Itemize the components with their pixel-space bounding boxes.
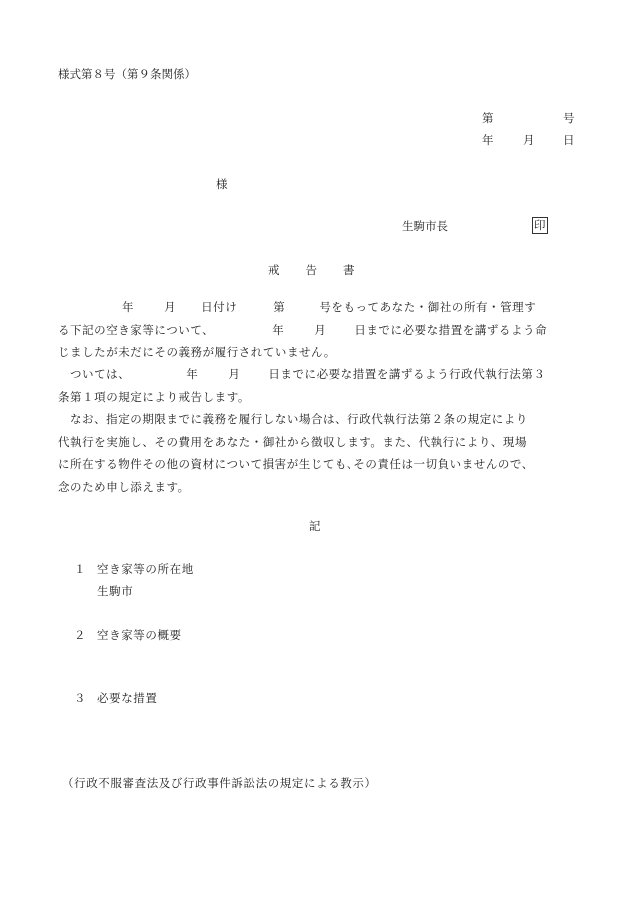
issuer-seal bbox=[532, 217, 548, 234]
dated-label: 日付け bbox=[201, 300, 238, 314]
paragraph-enforcement-notice bbox=[58, 408, 578, 498]
document-title: 戒 告 書 bbox=[268, 263, 356, 277]
item-number: ３ bbox=[74, 691, 86, 705]
item-value: 生駒市 bbox=[97, 584, 134, 598]
paragraph-text: ついては、 bbox=[70, 367, 131, 381]
blank-year-label: 年 bbox=[122, 300, 135, 314]
paragraph-line: じましたが未だにその義務が履行されていません。 bbox=[58, 345, 336, 359]
appeal-notice-heading: （行政不服審査法及び行政事件訴訟法の規定による教示） bbox=[62, 776, 377, 790]
paragraph-warning bbox=[58, 363, 578, 408]
paragraph-line bbox=[58, 296, 578, 319]
paragraph-text: なお、指定の期限までに義務を履行しない場合は、行政代執行法第２条の規定により bbox=[70, 412, 528, 426]
paragraph-line: 条第１項の規定により戒告します。 bbox=[58, 389, 250, 404]
item-label: 必要な措置 bbox=[97, 691, 158, 705]
doc-number-prefix: 第 bbox=[482, 111, 494, 125]
doc-number-suffix: 号 bbox=[563, 111, 575, 125]
paragraph-text: る下記の空き家等について、 bbox=[58, 322, 215, 337]
paragraph-line bbox=[58, 363, 578, 386]
issuer-title: 生駒市長 bbox=[402, 219, 448, 233]
paragraph-text: 日までに必要な措置を講ずるよう命 bbox=[354, 322, 548, 337]
blank-month-label: 月 bbox=[314, 322, 327, 337]
order-number-prefix: 第 bbox=[273, 300, 286, 314]
blank-year-label: 年 bbox=[272, 322, 285, 337]
date-day: 日 bbox=[563, 133, 575, 147]
paragraph-line bbox=[58, 319, 578, 342]
paragraph-line: 念のため申し添えます。 bbox=[58, 479, 190, 494]
date-month: 月 bbox=[523, 133, 535, 147]
paragraph-line bbox=[58, 408, 578, 431]
seal-mark: 印 bbox=[534, 218, 546, 232]
record-heading: 記 bbox=[309, 519, 321, 533]
paragraph-text: 号をもってあなた・御社の所有・管理す bbox=[319, 300, 537, 314]
addressee-honorific: 様 bbox=[216, 177, 228, 191]
blank-year-label: 年 bbox=[186, 367, 199, 381]
item-number: １ bbox=[74, 562, 86, 576]
blank-month-label: 月 bbox=[164, 300, 177, 314]
date-year: 年 bbox=[482, 133, 494, 147]
paragraph-line: 代執行を実施し、その費用をあなた・御社から徴収します。また、代執行により、現場 bbox=[58, 434, 528, 449]
item-label: 空き家等の所在地 bbox=[97, 562, 194, 576]
form-number: 様式第８号（第９条関係） bbox=[58, 67, 196, 81]
item-number: ２ bbox=[74, 628, 86, 642]
blank-month-label: 月 bbox=[228, 367, 241, 381]
paragraph-text: 日までに必要な措置を講ずるよう行政代執行法第３ bbox=[268, 367, 546, 381]
item-label: 空き家等の概要 bbox=[97, 628, 182, 642]
paragraph-line: に所在する物件その他の資材について損害が生じても､その責任は一切負いませんので、 bbox=[58, 457, 534, 471]
paragraph-order-reference bbox=[58, 296, 578, 364]
